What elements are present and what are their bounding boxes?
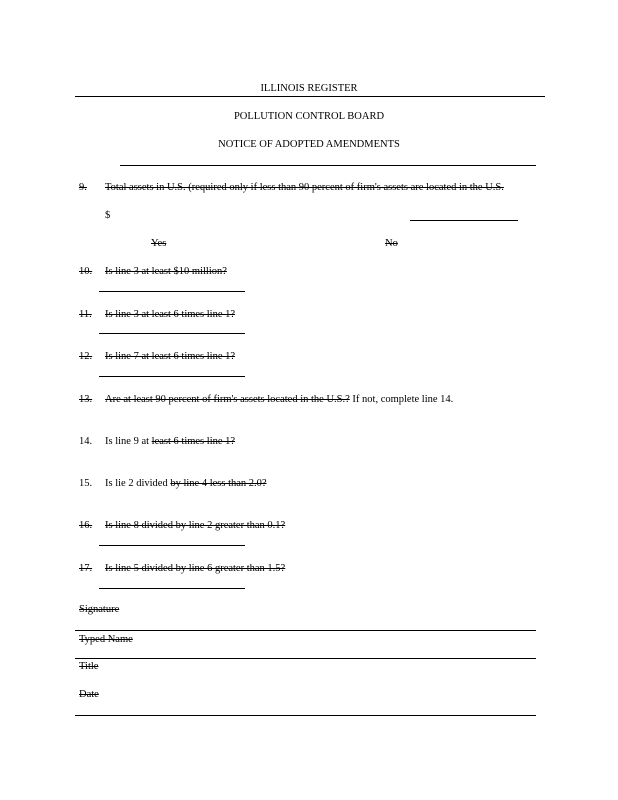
register-title: ILLINOIS REGISTER xyxy=(260,83,358,94)
item-12-number: 12. xyxy=(79,351,93,362)
title-label: Title xyxy=(79,661,99,672)
signature-label: Signature xyxy=(79,604,120,615)
item-14-text xyxy=(105,436,235,449)
board-title: POLLUTION CONTROL BOARD xyxy=(233,111,385,122)
item-16-text: Is line 8 divided by line 2 greater than 0.1? xyxy=(105,520,286,531)
item-17-text: Is line 5 divided by line 6 greater than 1.5? xyxy=(105,563,286,574)
item-15-number: 15. xyxy=(79,478,93,489)
item-17-answer-line xyxy=(99,588,245,589)
notice-title: NOTICE OF ADOPTED AMENDMENTS xyxy=(218,139,400,150)
typed-name-label: Typed Name xyxy=(79,634,133,645)
item-14-plain-text: Is line 9 at xyxy=(105,436,152,447)
item-11-number: 11. xyxy=(79,309,92,320)
item-10-number: 10. xyxy=(79,266,93,277)
item-17-number: 17. xyxy=(79,563,93,574)
item-10-answer-line xyxy=(99,291,245,292)
item-11-answer-line xyxy=(99,333,245,334)
date-rule xyxy=(75,715,536,716)
no-column-label: No xyxy=(385,238,398,249)
item-13-plain-text: If not, complete line 14. xyxy=(349,394,454,405)
item-9-number: 9. xyxy=(79,182,87,193)
typed-name-rule xyxy=(75,658,536,659)
item-13-number: 13. xyxy=(79,394,93,405)
item-13-struck-text: Are at least 90 percent of firm's assets located in the U.S.? xyxy=(105,394,350,405)
header-rule xyxy=(75,96,545,97)
item-11-text: Is line 3 at least 6 times line 1? xyxy=(105,309,236,320)
item-10-text: Is line 3 at least $10 million? xyxy=(105,266,227,277)
item-14-struck-text: least 6 times line 1? xyxy=(151,436,236,447)
yes-column-label: Yes xyxy=(151,238,167,249)
item-12-text: Is line 7 at least 6 times line 1? xyxy=(105,351,236,362)
item-9-text xyxy=(105,182,535,195)
item-16-answer-line xyxy=(99,545,245,546)
item-9-answer-line xyxy=(410,220,518,221)
item-15-text xyxy=(105,478,267,491)
item-15-struck-text: by line 4 less than 2.0? xyxy=(170,478,267,489)
item-14-number: 14. xyxy=(79,436,93,447)
item-16-number: 16. xyxy=(79,520,93,531)
item-15-plain-text: Is lie 2 divided xyxy=(105,478,171,489)
item-12-answer-line xyxy=(99,376,245,377)
date-label: Date xyxy=(79,689,99,700)
signature-rule xyxy=(75,630,536,631)
item-9-dollar: $ xyxy=(105,210,111,221)
notice-rule xyxy=(120,165,536,166)
item-9-struck-text: Total assets in U.S. (required only if less than 90 percent of firm's assets are located in the U.S. xyxy=(105,182,504,193)
item-13-text xyxy=(105,394,453,407)
